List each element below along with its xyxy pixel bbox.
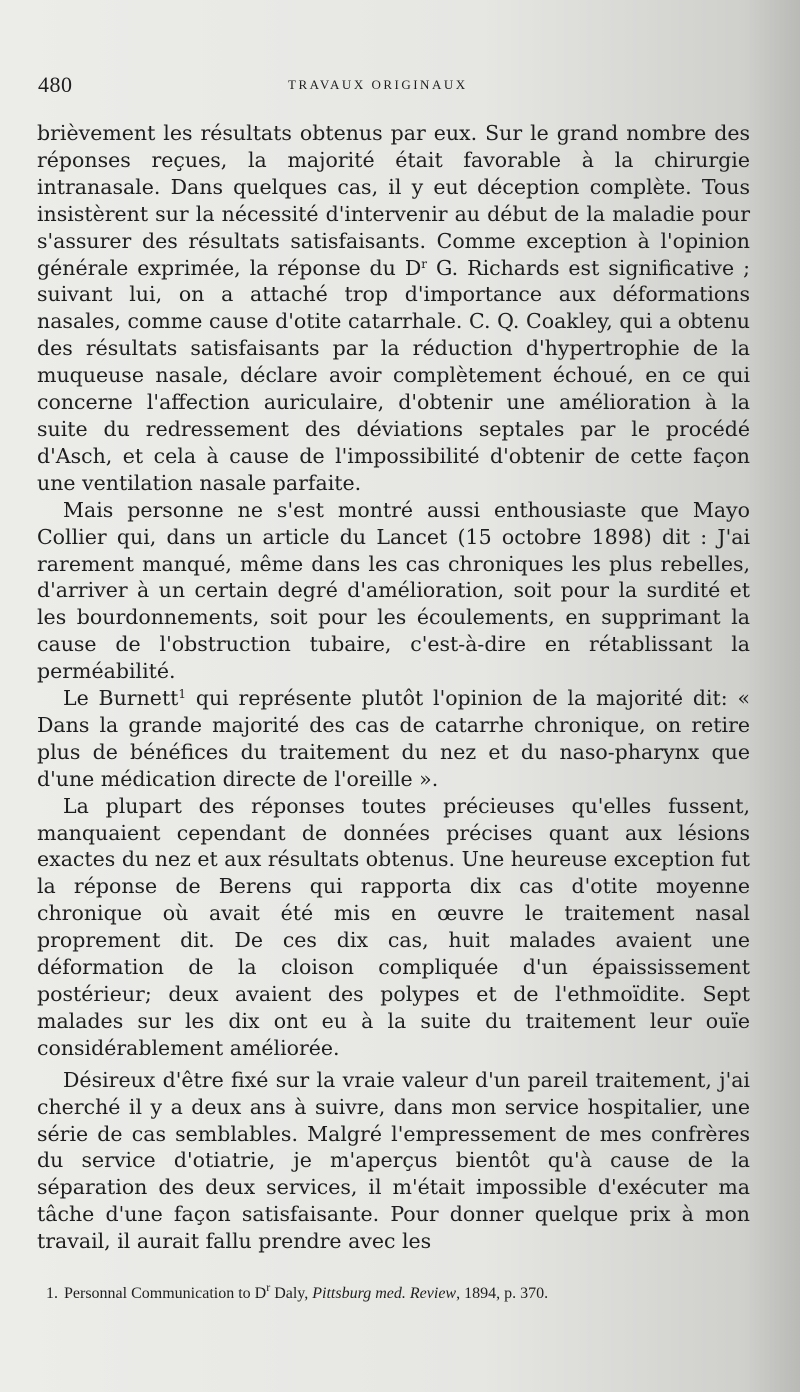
footnote-text: Personnal Communication to D bbox=[64, 1285, 267, 1302]
page-header bbox=[38, 72, 760, 104]
paragraph-p1 bbox=[37, 120, 750, 497]
text-segment: La plupart des réponses toutes précieuses qu'elles fussent, manquaient cependant de données précises quant aux lésions exactes du nez et aux résultats obtenus. Une heureuse exception fut la réponse de Berens qui rapporta dix cas d'otite moyenne chronique où avait été mis en œuvre le traitement nasal proprement dit. De ces dix cas, huit malades avaient une déformation de la cloison compliquée d'un épaississement postérieur; deux avaient des polypes et de l'ethmoïdite. Sept malades sur les dix ont eu à la suite du traitement leur ouïe considérablement améliorée. bbox=[37, 793, 750, 1060]
superscript: r bbox=[421, 256, 428, 271]
footnote-text-mid: Daly, bbox=[270, 1285, 313, 1302]
footnote bbox=[46, 1280, 752, 1305]
footnote-number: 1. bbox=[46, 1285, 58, 1302]
text-segment: G. Richards est significative ; suivant lui, on a attaché trop d'importance aux déformations nasales, comme cause d'otite catarrhale. C. Q. Coakley, qui a obtenu des résultats satisfaisants par la réduction d'hypertrophie de la muqueuse nasale, déclare avoir complètement échoué, en ce qui concerne l'affection auriculaire, d'obtenir une amélioration à la suite du redressement des déviations septales par le procédé d'Asch, et cela à cause de l'impossibilité d'obtenir de cette façon une ventilation nasale parfaite. bbox=[37, 255, 750, 495]
text-segment: qui représente plutôt l'opinion de la majorité dit: « Dans la grande majorité des cas de catarrhe chronique, on retire plus de bénéfices du traitement du nez et du naso-pharynx que d'une médication directe de l'oreille ». bbox=[37, 686, 750, 791]
text-segment: brièvement les résultats obtenus par eux. Sur le grand nombre des réponses reçues, la majorité était favorable à la chirurgie intranasale. Dans quelques cas, il y eut déception complète. Tous insistèrent sur la nécessité d'intervenir au début de la maladie pour s'assurer des résultats satisfaisants. Comme exception à l'opinion générale exprimée, la réponse du D bbox=[37, 121, 750, 280]
paragraph-p5 bbox=[37, 1067, 750, 1255]
body-text bbox=[37, 120, 750, 1255]
paragraph-p3 bbox=[37, 685, 750, 793]
superscript: 1 bbox=[178, 687, 187, 702]
text-segment: Le Burnett bbox=[63, 686, 179, 711]
footnote-text-end: , 1894, p. 370. bbox=[456, 1285, 549, 1302]
page-number: 480 bbox=[38, 72, 73, 97]
footnote-superscript: r bbox=[266, 1280, 271, 1294]
paragraph-p2 bbox=[37, 497, 750, 685]
footnote-journal: Pittsburg med. Review bbox=[312, 1285, 457, 1302]
running-title: TRAVAUX ORIGINAUX bbox=[288, 77, 468, 92]
paragraph-p4 bbox=[37, 793, 750, 1062]
text-segment: Mais personne ne s'est montré aussi enthousiaste que Mayo Collier qui, dans un article du Lancet (15 octobre 1898) dit : J'ai rarement manqué, même dans les cas chroniques les plus rebelles, d'arriver à un certain degré d'amélioration, soit pour la surdité et les bourdonnements, soit pour les écoulements, en supprimant la cause de l'obstruction tubaire, c'est-à-dire en rétablissant la perméabilité. bbox=[37, 497, 750, 684]
text-segment: Désireux d'être fixé sur la vraie valeur d'un pareil traitement, j'ai cherché il y a deux ans à suivre, dans mon service hospitalier, une série de cas semblables. Malgré l'empressement de mes confrères du service d'otiatrie, je m'aperçus bientôt qu'à cause de la séparation des deux services, il m'était impossible d'exécuter ma tâche d'une façon satisfaisante. Pour donner quelque prix à mon travail, il aurait fallu prendre avec les bbox=[37, 1067, 750, 1254]
